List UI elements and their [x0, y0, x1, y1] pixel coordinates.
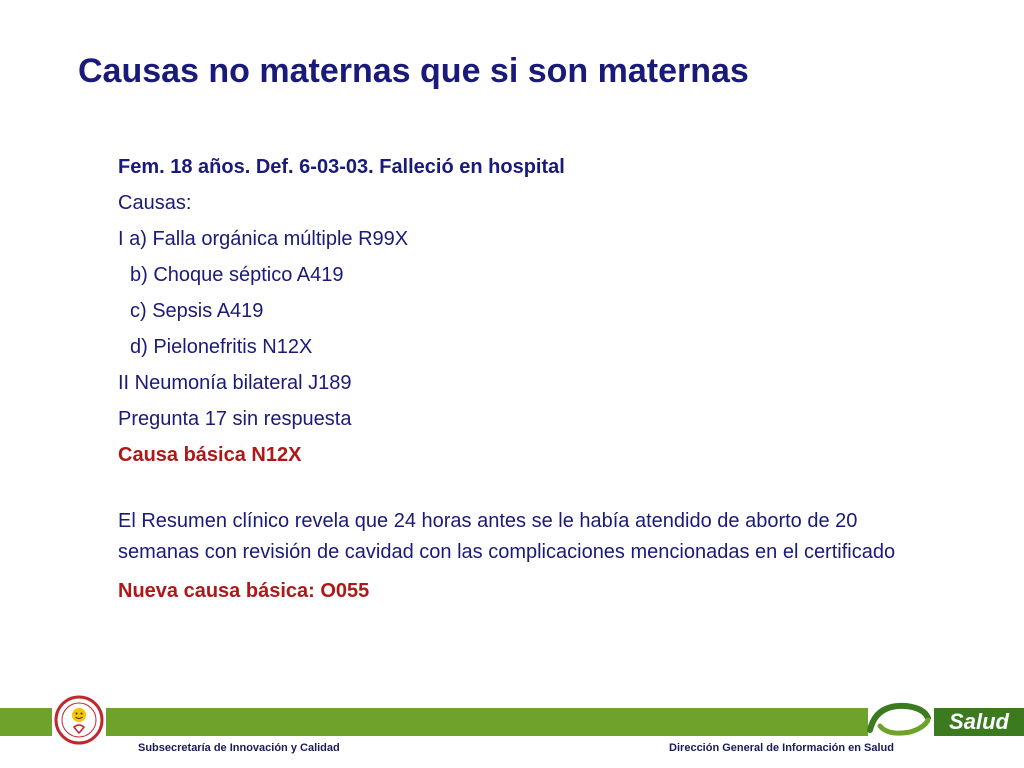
cause-line-c: c) Sepsis A419 — [130, 300, 264, 322]
causes-label: Causas: — [118, 192, 192, 214]
footer-right-text: Dirección General de Información en Salud — [669, 742, 894, 754]
basic-cause: Causa básica N12X — [118, 444, 302, 466]
case-header: Fem. 18 años. Def. 6-03-03. Falleció en hospital — [118, 156, 565, 178]
cause-line-d: d) Pielonefritis N12X — [130, 336, 313, 358]
cause-line-ii: II Neumonía bilateral J189 — [118, 372, 352, 394]
question-note: Pregunta 17 sin respuesta — [118, 408, 352, 430]
footer-bar — [106, 708, 868, 736]
brand-label: Salud — [949, 709, 1009, 734]
clinical-summary: El Resumen clínico revela que 24 horas antes se le había atendido de aborto de 20 semanas con revisión de cavidad con las complicaciones mencionadas en el certificado — [118, 510, 896, 563]
footer-left-text: Subsecretaría de Innovación y Calidad — [138, 742, 340, 754]
cause-line-b: b) Choque séptico A419 — [130, 264, 344, 286]
new-basic-cause: Nueva causa básica: O055 — [118, 580, 370, 602]
slide-body — [118, 152, 938, 612]
footer-bar-left — [0, 708, 52, 736]
cause-line-a: I a) Falla orgánica múltiple R99X — [118, 228, 409, 250]
page-title: Causas no maternas que si son maternas — [78, 52, 749, 90]
spacer — [118, 476, 938, 506]
seal-smiley-icon — [54, 695, 104, 745]
